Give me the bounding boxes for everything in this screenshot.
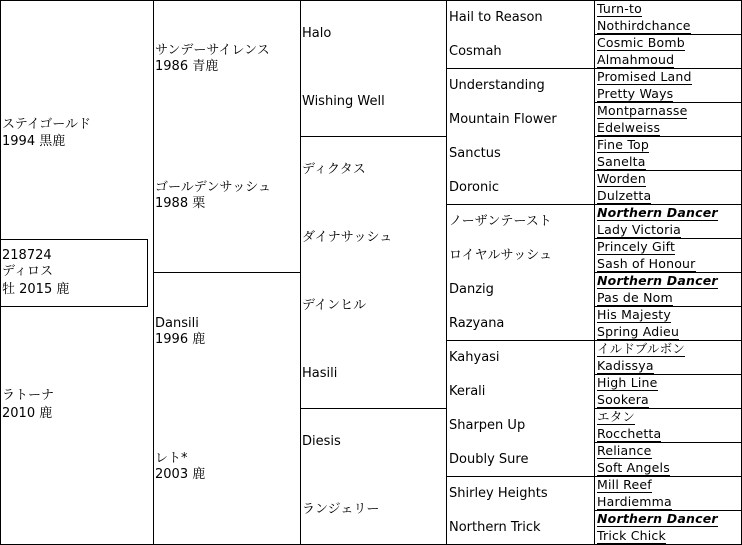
row-divider — [300, 408, 447, 409]
name-underline — [597, 271, 696, 272]
gen5-horse-name: Mill Reef — [597, 477, 652, 492]
name-underline — [597, 186, 646, 187]
name-underline — [597, 118, 687, 119]
gen3-horse-name: ダイナサッシュ — [302, 230, 393, 245]
gen5-horse-name: Promised Land — [597, 69, 692, 84]
name-underline — [597, 288, 718, 289]
gen5-horse-name: Sanelta — [597, 154, 646, 169]
row-divider — [446, 68, 595, 69]
gen4-horse-name: Cosmah — [449, 44, 502, 59]
gen5-horse-name: Hardiemma — [597, 494, 672, 509]
gen3-horse-name: ランジェリー — [302, 502, 380, 517]
gen5-horse-name: Lady Victoria — [597, 222, 681, 237]
gen2-horse-name: サンデーサイレンス — [155, 43, 270, 58]
gen2-horse-info: 1988 栗 — [155, 196, 206, 211]
subject-name: ディロス — [2, 264, 53, 279]
name-underline — [597, 33, 691, 34]
sire-name: ラトーナ — [2, 388, 55, 403]
gen5-horse-name: Pretty Ways — [597, 86, 674, 101]
gen5-horse-name: Pas de Nom — [597, 290, 673, 305]
gen5-horse-name: Cosmic Bomb — [597, 35, 685, 50]
gen5-horse-name: イルドブルボン — [597, 341, 686, 356]
gen4-horse-name: Mountain Flower — [449, 112, 557, 127]
gen5-horse-name: Almahmoud — [597, 52, 675, 67]
name-underline — [597, 135, 660, 136]
gen4-horse-name: Kerali — [449, 384, 486, 399]
gen4-horse-name: Danzig — [449, 282, 494, 297]
gen5-horse-name: エタン — [597, 409, 636, 424]
name-underline — [597, 356, 685, 357]
gen5-horse-name-highlight: Northern Dancer — [597, 511, 718, 526]
gen5-horse-name: Nothirdchance — [597, 18, 691, 33]
gen5-horse-name: Kadissya — [597, 358, 654, 373]
gen4-horse-name: Doronic — [449, 180, 499, 195]
gen2-horse-info: 2003 鹿 — [155, 467, 206, 482]
name-underline — [597, 237, 681, 238]
gen4-horse-name: Hail to Reason — [449, 10, 543, 25]
gen3-horse-name: ディクタス — [302, 162, 366, 177]
gen5-horse-name: Reliance — [597, 443, 652, 458]
name-underline — [597, 67, 674, 68]
name-underline — [597, 373, 654, 374]
gen5-horse-name: Trick Chick — [597, 528, 666, 543]
name-underline — [597, 305, 673, 306]
gen2-horse-info: 1986 青鹿 — [155, 59, 219, 74]
gen5-horse-name-highlight: Northern Dancer — [597, 205, 718, 220]
gen3-horse-name: Diesis — [302, 434, 341, 449]
name-underline — [597, 441, 661, 442]
gen4-horse-name: Kahyasi — [449, 350, 500, 365]
gen2-horse-info: 1996 鹿 — [155, 332, 206, 347]
gen3-horse-name: Halo — [302, 26, 332, 41]
name-underline — [597, 152, 649, 153]
row-divider — [153, 272, 301, 273]
gen4-horse-name: Doubly Sure — [449, 452, 529, 467]
name-underline — [597, 390, 658, 391]
name-underline — [597, 339, 679, 340]
gen5-horse-name: His Majesty — [597, 307, 671, 322]
name-underline — [597, 424, 635, 425]
subject-box-top — [0, 239, 147, 240]
name-underline — [597, 220, 718, 221]
subject-info: 牡 2015 鹿 — [2, 282, 70, 297]
name-underline — [597, 254, 675, 255]
gen5-horse-name: Fine Top — [597, 137, 650, 152]
subject-box-right — [147, 239, 148, 307]
gen4-horse-name: Razyana — [449, 316, 505, 331]
name-underline — [597, 169, 646, 170]
name-underline — [597, 492, 652, 493]
gen2-horse-name: レト* — [155, 451, 188, 466]
gen5-horse-name: Montparnasse — [597, 103, 688, 118]
gen3-horse-name: Wishing Well — [302, 94, 385, 109]
row-divider — [300, 136, 447, 137]
subject-id: 218724 — [2, 248, 52, 263]
gen5-horse-name: Rocchetta — [597, 426, 662, 441]
gen4-horse-name: Northern Trick — [449, 520, 541, 535]
gen4-horse-name: ノーザンテースト — [449, 214, 552, 229]
gen5-horse-name: Edelweiss — [597, 120, 661, 135]
gen5-horse-name: Soft Angels — [597, 460, 670, 475]
gen5-horse-name: Sookera — [597, 392, 649, 407]
name-underline — [597, 475, 670, 476]
gen4-horse-name: Shirley Heights — [449, 486, 548, 501]
gen5-horse-name: High Line — [597, 375, 658, 390]
column-divider — [446, 0, 447, 545]
gen5-horse-name: Dulzetta — [597, 188, 652, 203]
name-underline — [597, 203, 651, 204]
name-underline — [597, 16, 642, 17]
gen4-horse-name: Sharpen Up — [449, 418, 526, 433]
gen5-horse-name: Princely Gift — [597, 239, 676, 254]
name-underline — [597, 322, 671, 323]
gen4-horse-name: Understanding — [449, 78, 545, 93]
name-underline — [597, 101, 673, 102]
gen5-horse-name: Worden — [597, 171, 646, 186]
gen5-horse-name-highlight: Northern Dancer — [597, 273, 718, 288]
gen5-horse-name: Turn-to — [597, 1, 642, 16]
gen3-horse-name: Hasili — [302, 366, 338, 381]
name-underline — [597, 526, 718, 527]
border-left — [0, 0, 1, 545]
sire-info: 2010 鹿 — [2, 406, 53, 421]
gen3-horse-name: デインヒル — [302, 298, 367, 313]
gen4-horse-name: ロイヤルサッシュ — [449, 248, 552, 263]
name-underline — [597, 543, 666, 544]
row-divider — [446, 204, 595, 205]
name-underline — [597, 509, 672, 510]
sire-info: 1994 黒鹿 — [2, 134, 66, 149]
gen2-horse-name: ゴールデンサッシュ — [155, 180, 271, 195]
gen2-horse-name: Dansili — [155, 316, 199, 331]
sire-name: ステイゴールド — [2, 117, 92, 132]
name-underline — [597, 458, 652, 459]
gen5-horse-name: Spring Adieu — [597, 324, 680, 339]
row-divider — [446, 340, 595, 341]
name-underline — [597, 407, 649, 408]
row-divider — [446, 476, 595, 477]
gen4-horse-name: Sanctus — [449, 146, 501, 161]
name-underline — [597, 50, 685, 51]
subject-box-bottom — [0, 306, 147, 307]
gen5-horse-name: Sash of Honour — [597, 256, 696, 271]
name-underline — [597, 84, 692, 85]
